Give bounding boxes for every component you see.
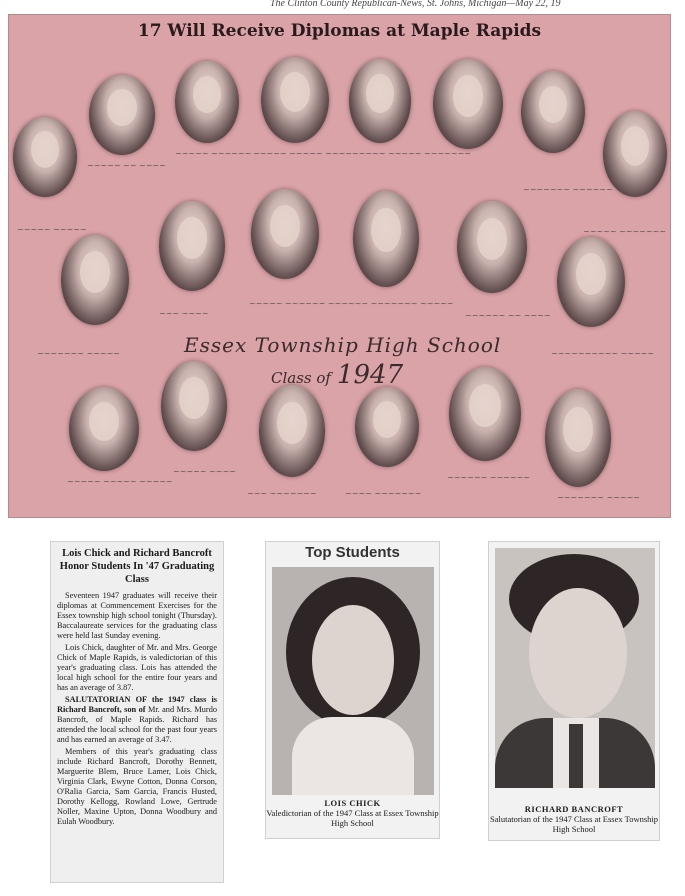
class-year: 1947 [336,360,404,390]
class-label: Class of [271,369,331,387]
top-students-headline: Top Students [305,544,400,561]
graduate-portrait [449,367,521,461]
signature-scribble: ~~~~~ ~~~~~ ~~~~~~~~~ ~~~~~ ~~~~~~~ [253,149,471,158]
graduate-portrait [349,59,411,143]
graduate-portrait [259,385,325,477]
salutatorian-text: Mr. and Mrs. Murdo Bancroft, of Maple Rapids. Richard has attended the local school for the past four years and has earned an average of 3.47. [57,705,217,744]
class-composite-photo [8,14,671,518]
valedictorian-title: Valedictorian of the 1947 Class at Essex Township High School [266,808,439,828]
newspaper-masthead: The Clinton County Republican-News, St. Johns, Michigan—May 22, 19 [270,0,561,9]
graduate-portrait [159,201,225,291]
salutatorian-photo [495,548,655,788]
graduate-portrait [545,389,611,487]
composite-headline: 17 Will Receive Diplomas at Maple Rapids [137,21,542,41]
salutatorian-caption [489,804,659,834]
graduate-portrait [161,361,227,451]
graduate-portrait [353,191,419,287]
article-paragraph: Lois Chick, daughter of Mr. and Mrs. George Chick of Maple Rapids, is valedictorian of this year's graduating class. Lois has attended the local high school for the entire four years and has an average of 3.87. [57,643,217,692]
top-students-clipping [265,541,440,839]
signature-scribble: ~~~~ ~~~~~~~ [345,489,422,498]
signature-scribble: ~~~~~~~ ~~~~~ [557,493,640,502]
class-of-lettering [271,360,403,390]
graduate-portrait [13,117,77,197]
graduate-portrait [89,75,155,155]
news-article [50,541,224,883]
signature-scribble: ~~~~~~ ~~~~~~ [447,473,530,482]
signature-scribble: ~~~~~ ~~ ~~~~ [87,161,166,170]
graduate-portrait [251,189,319,279]
graduate-portrait [175,61,239,143]
graduate-portrait [521,71,585,153]
signature-scribble: ~~~~~ ~~~~ [173,467,236,476]
article-paragraph: Members of this year's graduating class include Richard Bancroft, Dorothy Bennett, Marguerite Blem, Bruce Lamer, Lois Chick, Virginia Clark, Ewyne Cotton, Donna Corson, O'Ralia Garcia, Sam Garcia, Francis Husted, Dorothy Kellogg, Rowland Lowe, Gertrude Noller, Maxine Upton, Donna Woodbury and Eulah Woodbury. [57,747,217,826]
signature-scribble: ~~~~~ ~~~~~ [17,225,87,234]
signature-scribble: ~~~~~ ~~~~~ ~~~~~ [67,477,173,486]
valedictorian-photo [272,567,434,795]
salutatorian-name: RICHARD BANCROFT [524,804,624,814]
salutatorian-title: Salutatorian of the 1947 Class at Essex Township High School [489,814,659,834]
signature-scribble: ~~~~~ ~~~~~~ [175,149,252,158]
salutatorian-lead: SALUTATORIAN OF the 1947 class is Richard Bancroft, son of [57,695,217,714]
signature-scribble: ~~~ ~~~~~~~ [247,489,317,498]
valedictorian-caption [266,798,439,828]
article-headline: Lois Chick and Richard Bancroft Honor Students In '47 Graduating Class [59,548,215,585]
graduate-portrait [69,387,139,471]
signature-scribble: ~~~~~ ~~~~~~ ~~~~~~ ~~~~~~~ ~~~~~ [249,299,454,308]
signature-scribble: ~~~ ~~~~ [159,309,209,318]
signature-scribble: ~~~~~~~ ~~~~~ [37,349,120,358]
signature-scribble: ~~~~~ ~~~~~~~ [583,227,666,236]
valedictorian-name: LOIS CHICK [324,798,381,808]
school-name-lettering: Essex Township High School [184,333,502,357]
graduate-portrait [355,387,419,467]
graduate-portrait [261,57,329,143]
graduate-portrait [433,59,503,149]
salutatorian-clipping [488,541,660,841]
signature-scribble: ~~~~~~~~~~ ~~~~~ [551,349,655,358]
article-paragraph [57,695,217,745]
article-paragraph: Seventeen 1947 graduates will receive their diplomas at Commencement Exercises for the Essex township high school tonight (Thursday). Baccalaureate services for the graduating class were held last Sunday evening. [57,591,217,640]
graduate-portrait [557,237,625,327]
graduate-portrait [457,201,527,293]
signature-scribble: ~~~~~~ ~~ ~~~~ [465,311,551,320]
signature-scribble: ~~~~~~~ ~~~~~~ [523,185,613,194]
graduate-portrait [61,235,129,325]
